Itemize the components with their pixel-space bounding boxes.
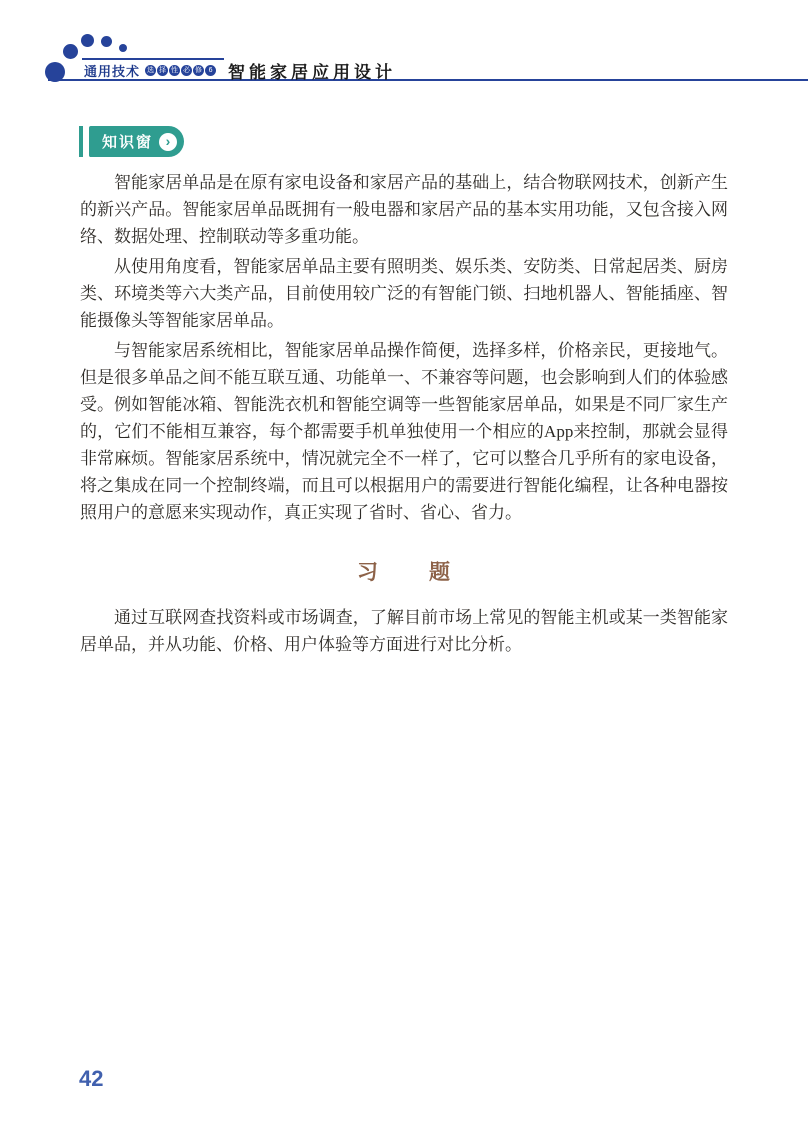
- series-badge-char: 性: [171, 66, 179, 74]
- book-title: 智能家居应用设计: [228, 62, 397, 82]
- series-badge-char: 必: [183, 66, 191, 74]
- chevron-right-icon: ›: [159, 133, 177, 151]
- page-number: 42: [79, 1066, 104, 1091]
- series-label: 通用技术: [84, 63, 141, 79]
- paragraph: 智能家居单品是在原有家电设备和家居产品的基础上，结合物联网技术，创新产生的新兴产品。智能家居单品既拥有一般电器和家居产品的基本实用功能，又包含接入网络、数据处理、控制联动等多重功能。: [80, 173, 728, 246]
- knowledge-window-side-bar: [79, 126, 83, 157]
- paragraph: 与智能家居系统相比，智能家居单品操作简便，选择多样，价格亲民，更接地气。但是很多单品之间不能互联互通、功能单一、不兼容等问题，也会影响到人们的体验感受。例如智能冰箱、智能洗衣机和智能空调等一些智能家居单品，如果是不同厂家生产的，它们不能相互兼容，每个都需要手机单独使用一个相应的App来控制，那就会显得非常麻烦。智能家居系统中，情况就完全不一样了，它可以整合几乎所有的家电设备，将之集成在同一个控制终端，而且可以根据用户的需要进行智能化编程，让各种电器按照用户的意愿来实现动作，真正实现了省时、省心、省力。: [80, 341, 728, 522]
- exercise-title-char: 习: [357, 560, 379, 584]
- series-badge-char: 择: [159, 66, 167, 74]
- knowledge-window-content: [80, 169, 728, 529]
- knowledge-window-badge: [89, 126, 184, 157]
- page-header: [84, 60, 396, 80]
- paragraph: 通过互联网查找资料或市场调查，了解目前市场上常见的智能主机或某一类智能家居单品，并从功能、价格、用户体验等方面进行对比分析。: [80, 608, 728, 654]
- series-badge-char: 6: [205, 65, 216, 76]
- paragraph: 从使用角度看，智能家居单品主要有照明类、娱乐类、安防类、日常起居类、厨房类、环境类等六大类产品，目前使用较广泛的有智能门锁、扫地机器人、智能插座、智能摄像头等智能家居单品。: [80, 257, 728, 330]
- exercise-body: [80, 604, 728, 658]
- decorative-dot-icon: [63, 44, 78, 59]
- series-volume-badge: [145, 65, 216, 76]
- exercise-title-char: 题: [429, 560, 451, 584]
- decorative-dot-icon: [119, 44, 127, 52]
- series-badge-char: 修: [195, 66, 203, 74]
- exercise-section-title: [80, 556, 728, 586]
- decorative-dot-icon: [101, 36, 112, 47]
- decorative-dot-icon: [81, 34, 94, 47]
- knowledge-window-label: 知识窗: [102, 134, 154, 151]
- series-badge-char: 选: [147, 66, 155, 74]
